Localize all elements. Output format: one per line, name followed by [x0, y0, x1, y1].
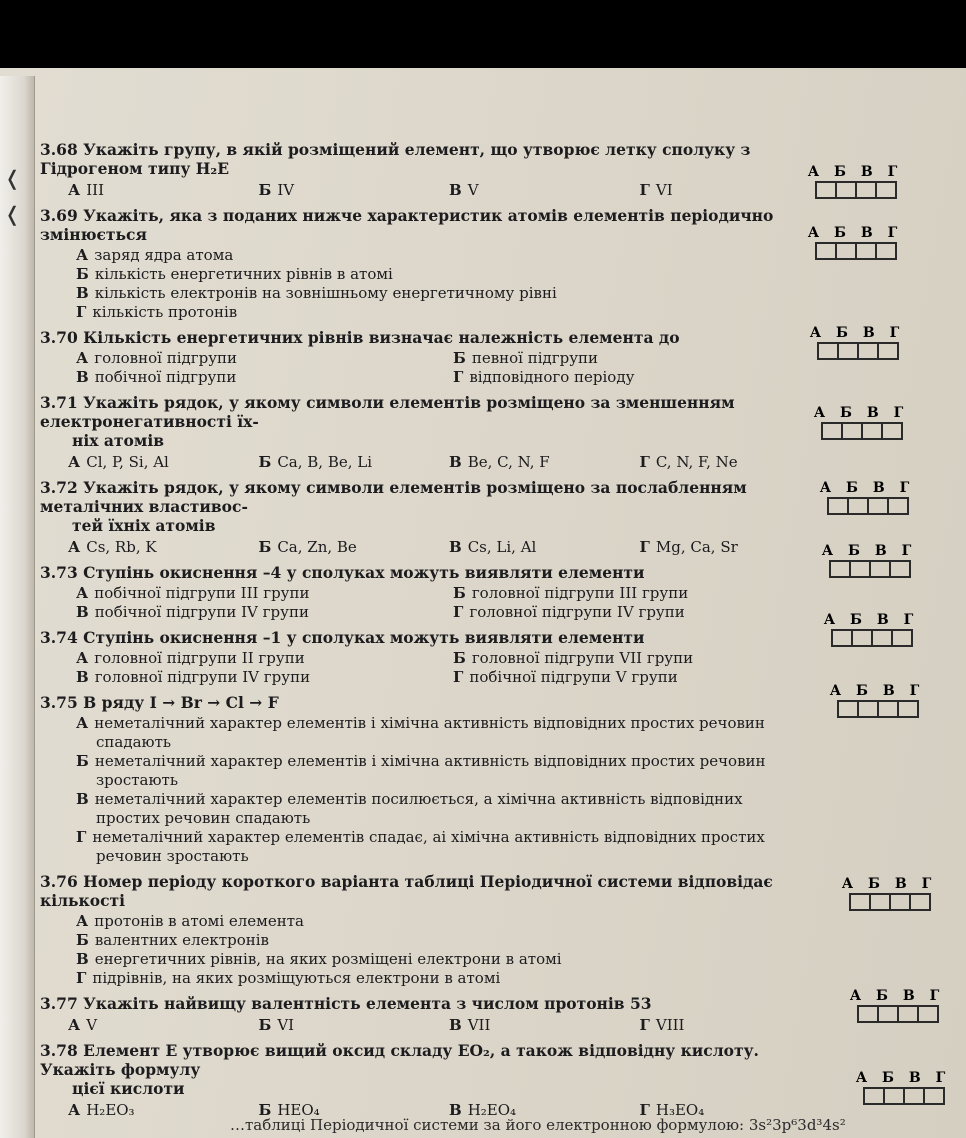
- answer-box-a[interactable]: [857, 1005, 879, 1023]
- answer-grid: [848, 1070, 958, 1109]
- answer-box-d[interactable]: [891, 629, 913, 647]
- answer-box-d[interactable]: [923, 1087, 945, 1105]
- answer-box-c[interactable]: [869, 560, 891, 578]
- answer-grid: [802, 325, 912, 364]
- answer-box-d[interactable]: [875, 242, 897, 260]
- question-number: 3.74: [40, 628, 78, 647]
- option-text: неметалічний характер елементів і хімічна активність відповідних простих речовин зростають: [94, 752, 766, 789]
- answer-grid: [800, 225, 910, 264]
- option-letter: В: [449, 538, 462, 556]
- option-letter: Б: [76, 265, 89, 283]
- option-letter: А: [68, 538, 81, 556]
- answer-box-c[interactable]: [855, 181, 877, 199]
- answer-box-c[interactable]: [903, 1087, 925, 1105]
- option-text: Cs, Li, Al: [467, 538, 537, 556]
- option-letter: Б: [453, 649, 466, 667]
- option-letter: А: [68, 1016, 81, 1034]
- answer-box-b[interactable]: [849, 560, 871, 578]
- option-text: валентних електронів: [94, 931, 269, 949]
- option-text: підрівнів, на яких розміщуються електрони в атомі: [92, 969, 501, 987]
- question-3-72: [40, 478, 830, 557]
- option-text: заряд ядра атома: [94, 246, 234, 264]
- questions-content: [40, 140, 830, 1126]
- option-text: VI: [655, 181, 673, 199]
- option-letter: А: [76, 246, 89, 264]
- option-d: [640, 538, 831, 557]
- option-text: неметалічний характер елементів спадає, аі хімічна активність відповідних простих речовин зростають: [92, 828, 765, 865]
- option-b: [259, 181, 450, 200]
- option-text: VIII: [655, 1016, 685, 1034]
- question-number: 3.69: [40, 206, 78, 225]
- option-text: кількість протонів: [92, 303, 238, 321]
- answer-grid: [800, 164, 910, 203]
- bracket-icon: ❬: [4, 166, 21, 190]
- option-d: [640, 1016, 831, 1035]
- answer-box-d[interactable]: [909, 893, 931, 911]
- option-b: [453, 649, 830, 668]
- option-text: Cs, Rb, K: [86, 538, 157, 556]
- option-letter: Б: [258, 181, 272, 199]
- answer-box-b[interactable]: [877, 1005, 899, 1023]
- option-b: [259, 1016, 450, 1035]
- answer-box-d[interactable]: [875, 181, 897, 199]
- answer-box-c[interactable]: [877, 700, 899, 718]
- option-c: [449, 1016, 640, 1035]
- option-text: кількість енергетичних рівнів в атомі: [94, 265, 393, 283]
- answer-box-b[interactable]: [869, 893, 891, 911]
- question-text: Укажіть рядок, у якому символи елементів розміщено за послабленням металічних властивос-: [40, 478, 747, 516]
- answer-box-b[interactable]: [835, 181, 857, 199]
- answer-box-a[interactable]: [863, 1087, 885, 1105]
- option-text: H₂EO₄: [467, 1101, 517, 1119]
- answer-box-b[interactable]: [857, 700, 879, 718]
- answer-box-b[interactable]: [841, 422, 863, 440]
- option-text: енергетичних рівнів, на яких розміщені електрони в атомі: [94, 950, 562, 968]
- question-3-73: [40, 563, 830, 622]
- option-letter: А: [68, 1101, 81, 1119]
- question-text-continuation: цієї кислоти: [72, 1079, 185, 1098]
- footer-partial-question: …таблиці Періодичної системи за його електронною формулою: 3s²3p⁶3d³4s²: [230, 1116, 846, 1134]
- question-3-69: [40, 206, 830, 322]
- question-text: Номер періоду короткого варіанта таблиці Періодичної системи відповідає кількості: [40, 872, 773, 910]
- answer-box-d[interactable]: [917, 1005, 939, 1023]
- option-a: [76, 912, 830, 931]
- option-letter: Б: [258, 538, 272, 556]
- option-text: побічної підгрупи: [94, 368, 237, 386]
- top-dark-band: [0, 0, 966, 72]
- question-number: 3.70: [40, 328, 78, 347]
- option-letter: А: [68, 181, 81, 199]
- option-text: IV: [277, 181, 295, 199]
- option-d: [76, 303, 830, 322]
- answer-box-a[interactable]: [827, 497, 849, 515]
- option-b: [76, 931, 830, 950]
- question-text: Укажіть групу, в якій розміщений елемент, що утворює летку сполуку з Гідрогеном типу H₂E: [40, 140, 751, 178]
- answer-box-d[interactable]: [887, 497, 909, 515]
- question-number: 3.71: [40, 393, 78, 412]
- question-3-78: [40, 1041, 830, 1120]
- option-letter: В: [76, 284, 89, 302]
- answer-box-c[interactable]: [867, 497, 889, 515]
- answer-box-c[interactable]: [871, 629, 893, 647]
- answer-grid: [816, 612, 926, 651]
- question-text: Ступінь окиснення –1 у сполуках можуть виявляти елементи: [83, 628, 645, 647]
- answer-grid: [834, 876, 944, 915]
- question-number: 3.72: [40, 478, 78, 497]
- answer-grid: [806, 405, 916, 444]
- option-letter: Г: [639, 1101, 650, 1119]
- question-text: В ряду I → Br → Cl → F: [83, 693, 279, 712]
- option-text: Ca, Zn, Be: [277, 538, 357, 556]
- option-text: Mg, Ca, Sr: [655, 538, 738, 556]
- answer-box-c[interactable]: [857, 342, 879, 360]
- option-text: H₂EO₃: [86, 1101, 135, 1119]
- option-c: [76, 790, 790, 828]
- option-d: [453, 603, 830, 622]
- option-text: VII: [467, 1016, 491, 1034]
- option-text: головної підгрупи III групи: [471, 584, 689, 602]
- option-letter: Г: [639, 1016, 650, 1034]
- option-letter: В: [76, 668, 89, 686]
- answer-grid: [812, 480, 922, 519]
- answer-letters: А Б В Г: [819, 480, 915, 496]
- answer-box-c[interactable]: [855, 242, 877, 260]
- option-letter: Г: [453, 368, 464, 386]
- option-c: [76, 368, 453, 387]
- option-a: [76, 349, 453, 368]
- answer-letters: А Б В Г: [809, 325, 905, 341]
- left-page-fold: [0, 76, 35, 1138]
- answer-grid: [814, 543, 924, 582]
- answer-letters: А Б В Г: [807, 225, 903, 241]
- option-b: [76, 265, 830, 284]
- option-text: головної підгрупи: [94, 349, 238, 367]
- option-c: [76, 603, 453, 622]
- option-letter: Г: [76, 303, 87, 321]
- option-letter: А: [76, 649, 89, 667]
- question-text: Укажіть рядок, у якому символи елементів розміщено за зменшенням електронегативності їх-: [40, 393, 735, 431]
- option-letter: Б: [76, 931, 89, 949]
- option-letter: Г: [76, 828, 87, 846]
- question-text: Укажіть найвищу валентність елемента з числом протонів 53: [83, 994, 652, 1013]
- answer-letters: А Б В Г: [855, 1070, 951, 1086]
- option-text: неметалічний характер елементів посилюється, а хімічна активність відповідних простих речовин спадають: [94, 790, 743, 827]
- option-letter: В: [449, 181, 462, 199]
- answer-box-b[interactable]: [847, 497, 869, 515]
- option-a: [76, 584, 453, 603]
- option-text: побічної підгрупи IV групи: [94, 603, 309, 621]
- option-letter: Б: [76, 752, 89, 770]
- answer-box-a[interactable]: [829, 560, 851, 578]
- option-c: [76, 950, 830, 969]
- answer-box-a[interactable]: [815, 181, 837, 199]
- option-letter: А: [76, 912, 89, 930]
- option-letter: В: [449, 1016, 462, 1034]
- answer-box-a[interactable]: [815, 242, 837, 260]
- question-text: Укажіть, яка з поданих нижче характеристик атомів елементів періодично змінюється: [40, 206, 774, 244]
- option-letter: Г: [639, 538, 650, 556]
- option-text: HEO₄: [277, 1101, 320, 1119]
- question-number: 3.76: [40, 872, 78, 891]
- option-letter: В: [449, 1101, 462, 1119]
- answer-box-b[interactable]: [835, 242, 857, 260]
- question-3-71: [40, 393, 830, 472]
- question-number: 3.68: [40, 140, 78, 159]
- question-3-75: [40, 693, 830, 866]
- option-b: [259, 538, 450, 557]
- option-c: [449, 538, 640, 557]
- option-text: протонів в атомі елемента: [94, 912, 304, 930]
- answer-box-b[interactable]: [837, 342, 859, 360]
- option-text: Be, C, N, F: [467, 453, 550, 471]
- question-3-74: [40, 628, 830, 687]
- bracket-icon: ❬: [4, 202, 21, 226]
- answer-box-a[interactable]: [817, 342, 839, 360]
- option-text: Ca, B, Be, Li: [277, 453, 373, 471]
- option-d: [76, 969, 830, 988]
- question-text-continuation: ніх атомів: [72, 431, 164, 450]
- option-text: відповідного періоду: [469, 368, 635, 386]
- answer-letters: А Б В Г: [829, 683, 925, 699]
- option-b: [453, 584, 830, 603]
- option-a: [68, 538, 259, 557]
- option-text: Cl, P, Si, Al: [86, 453, 169, 471]
- option-letter: Б: [453, 584, 466, 602]
- option-letter: Г: [76, 969, 87, 987]
- option-b: [76, 752, 790, 790]
- option-a: [68, 453, 259, 472]
- answer-box-d[interactable]: [889, 560, 911, 578]
- option-text: кількість електронів на зовнішньому енергетичному рівні: [94, 284, 557, 302]
- option-letter: А: [68, 453, 81, 471]
- answer-box-d[interactable]: [897, 700, 919, 718]
- option-c: [449, 181, 640, 200]
- answer-grid: [822, 683, 932, 722]
- answer-box-a[interactable]: [831, 629, 853, 647]
- answer-box-a[interactable]: [849, 893, 871, 911]
- option-letter: В: [76, 950, 89, 968]
- option-text: побічної підгрупи III групи: [94, 584, 310, 602]
- answer-letters: А Б В Г: [813, 405, 909, 421]
- option-a: [76, 649, 453, 668]
- option-letter: Б: [258, 1101, 272, 1119]
- option-text: V: [86, 1016, 98, 1034]
- option-letter: Г: [453, 668, 464, 686]
- option-letter: В: [76, 368, 89, 386]
- option-text: неметалічний характер елементів і хімічна активність відповідних простих речовин спадають: [94, 714, 765, 751]
- option-a: [76, 714, 790, 752]
- answer-letters: А Б В Г: [841, 876, 937, 892]
- option-text: головної підгрупи II групи: [94, 649, 305, 667]
- answer-letters: А Б В Г: [849, 988, 945, 1004]
- question-number: 3.73: [40, 563, 78, 582]
- option-text: VI: [277, 1016, 295, 1034]
- question-text: Ступінь окиснення –4 у сполуках можуть виявляти елементи: [83, 563, 645, 582]
- question-3-76: [40, 872, 830, 988]
- question-text: Кількість енергетичних рівнів визначає належність елемента до: [83, 328, 680, 347]
- option-text: III: [86, 181, 104, 199]
- option-c: [76, 284, 830, 303]
- option-d: [640, 453, 831, 472]
- answer-letters: А Б В Г: [807, 164, 903, 180]
- option-letter: А: [76, 714, 89, 732]
- option-text: певної підгрупи: [471, 349, 599, 367]
- option-b: [453, 349, 830, 368]
- option-a: [76, 246, 830, 265]
- option-text: головної підгрупи IV групи: [94, 668, 311, 686]
- answer-box-d[interactable]: [881, 422, 903, 440]
- question-3-77: [40, 994, 830, 1035]
- option-letter: Б: [258, 1016, 272, 1034]
- option-d: [453, 668, 830, 687]
- question-3-70: [40, 328, 830, 387]
- option-letter: Б: [258, 453, 272, 471]
- option-letter: А: [76, 584, 89, 602]
- answer-box-a[interactable]: [837, 700, 859, 718]
- option-letter: Г: [639, 181, 650, 199]
- question-text-continuation: тей їхніх атомів: [72, 516, 216, 535]
- option-d: [453, 368, 830, 387]
- option-text: H₃EO₄: [655, 1101, 705, 1119]
- option-text: головної підгрупи VII групи: [471, 649, 694, 667]
- answer-box-b[interactable]: [883, 1087, 905, 1105]
- answer-box-b[interactable]: [851, 629, 873, 647]
- option-text: V: [467, 181, 479, 199]
- question-3-68: [40, 140, 830, 200]
- answer-box-d[interactable]: [877, 342, 899, 360]
- option-letter: В: [76, 790, 89, 808]
- answer-box-c[interactable]: [889, 893, 911, 911]
- option-text: побічної підгрупи V групи: [469, 668, 678, 686]
- question-number: 3.75: [40, 693, 78, 712]
- question-number: 3.78: [40, 1041, 78, 1060]
- option-letter: Г: [453, 603, 464, 621]
- option-b: [259, 453, 450, 472]
- option-d: [76, 828, 790, 866]
- answer-box-a[interactable]: [821, 422, 843, 440]
- answer-box-c[interactable]: [861, 422, 883, 440]
- answer-letters: А Б В Г: [821, 543, 917, 559]
- option-letter: Г: [639, 453, 650, 471]
- option-letter: В: [76, 603, 89, 621]
- option-letter: Б: [453, 349, 466, 367]
- answer-box-c[interactable]: [897, 1005, 919, 1023]
- answer-letters: А Б В Г: [823, 612, 919, 628]
- option-letter: В: [449, 453, 462, 471]
- option-text: C, N, F, Ne: [655, 453, 738, 471]
- option-letter: А: [76, 349, 89, 367]
- option-c: [76, 668, 453, 687]
- option-c: [449, 453, 640, 472]
- option-a: [68, 1016, 259, 1035]
- option-text: головної підгрупи IV групи: [469, 603, 685, 621]
- question-number: 3.77: [40, 994, 78, 1013]
- answer-grid: [842, 988, 952, 1027]
- option-a: [68, 181, 259, 200]
- question-text: Елемент Е утворює вищий оксид складу EO₂, а також відповідну кислоту. Укажіть формулу: [40, 1041, 759, 1079]
